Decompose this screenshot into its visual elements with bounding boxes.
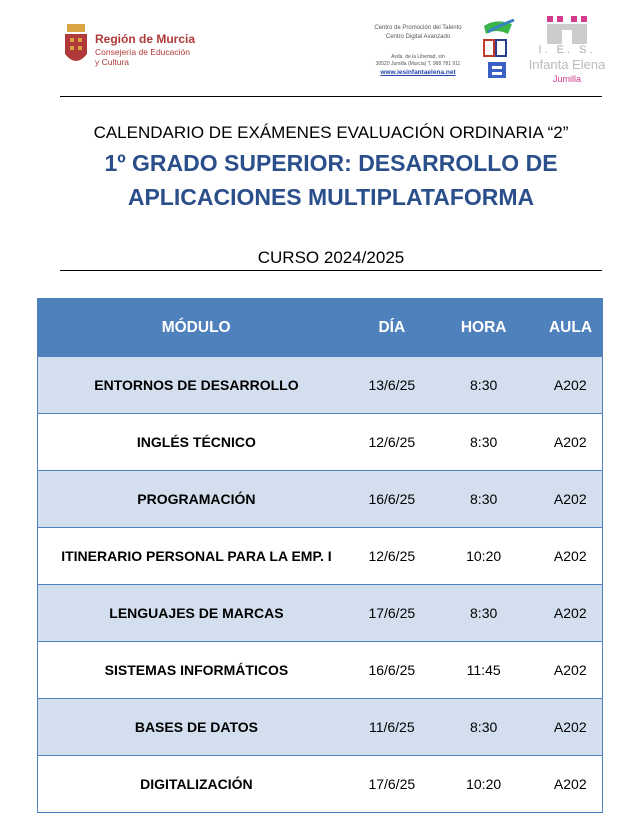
castle-icon	[545, 16, 589, 44]
page-subtitle	[60, 146, 602, 214]
table-header-row	[38, 299, 603, 357]
cell-dia: 11/6/25	[355, 699, 429, 756]
ies-infanta-elena-logo	[518, 16, 616, 86]
course-divider	[60, 270, 602, 271]
cell-dia: 16/6/25	[355, 471, 429, 528]
cell-modulo: DIGITALIZACIÓN	[38, 756, 355, 813]
cell-hora: 8:30	[429, 585, 539, 642]
table-row	[38, 585, 603, 642]
cell-hora: 10:20	[429, 756, 539, 813]
centro-address: Avda. de la Libertad, s/n 30520 Jumilla (Murcia) T. 968 781 911	[375, 54, 461, 67]
cell-hora: 8:30	[429, 414, 539, 471]
cell-aula: A202	[539, 357, 603, 414]
cell-aula: A202	[539, 471, 603, 528]
cell-aula: A202	[539, 528, 603, 585]
region-murcia-logo	[62, 22, 202, 72]
table-row	[38, 357, 603, 414]
course-label: CURSO 2024/2025	[257, 248, 405, 267]
table-row	[38, 642, 603, 699]
cell-modulo: LENGUAJES DE MARCAS	[38, 585, 355, 642]
cell-modulo: ITINERARIO PERSONAL PARA LA EMP. I	[38, 528, 355, 585]
cell-dia: 17/6/25	[355, 585, 429, 642]
centro-info	[362, 24, 474, 77]
page-header	[0, 0, 644, 96]
cell-dia: 17/6/25	[355, 756, 429, 813]
cell-dia: 16/6/25	[355, 642, 429, 699]
table-row	[38, 528, 603, 585]
cell-dia: 13/6/25	[355, 357, 429, 414]
cell-aula: A202	[539, 585, 603, 642]
cell-hora: 11:45	[429, 642, 539, 699]
cell-hora: 8:30	[429, 471, 539, 528]
header-divider	[60, 96, 602, 97]
cell-hora: 8:30	[429, 357, 539, 414]
cell-dia: 12/6/25	[355, 414, 429, 471]
cell-modulo: BASES DE DATOS	[38, 699, 355, 756]
murcia-logo-text: Región de Murcia	[95, 32, 196, 46]
murcia-logo-subtext: Consejería de Educación y Cultura	[95, 47, 190, 67]
header-aula: AULA	[539, 299, 603, 357]
table-row	[38, 471, 603, 528]
cell-modulo: PROGRAMACIÓN	[38, 471, 355, 528]
ies-name: Infanta Elena	[528, 57, 606, 72]
fp-logo-icon	[478, 18, 518, 82]
cell-aula: A202	[539, 699, 603, 756]
cell-modulo: SISTEMAS INFORMÁTICOS	[38, 642, 355, 699]
table-row	[38, 699, 603, 756]
centro-website-link[interactable]: www.iesinfantaelena.net	[380, 69, 456, 76]
header-hora: HORA	[429, 299, 539, 357]
cell-modulo: INGLÉS TÉCNICO	[38, 414, 355, 471]
header-modulo: MÓDULO	[38, 299, 355, 357]
table-row	[38, 756, 603, 813]
table-row	[38, 414, 603, 471]
cell-aula: A202	[539, 756, 603, 813]
subtitle-line-1: 1º GRADO SUPERIOR: DESARROLLO DE	[104, 150, 558, 176]
cell-aula: A202	[539, 642, 603, 699]
page-title: CALENDARIO DE EXÁMENES EVALUACIÓN ORDINARIA “2”	[93, 123, 569, 142]
cell-hora: 8:30	[429, 699, 539, 756]
cell-aula: A202	[539, 414, 603, 471]
centro-line-2: Centro Digital Avanzado	[385, 34, 451, 40]
ies-label: I. E. S.	[538, 44, 596, 56]
murcia-crest-icon	[62, 22, 90, 70]
title-block	[60, 122, 602, 214]
cell-hora: 10:20	[429, 528, 539, 585]
cell-dia: 12/6/25	[355, 528, 429, 585]
header-dia: DÍA	[355, 299, 429, 357]
exam-schedule-table	[37, 298, 603, 813]
cell-modulo: ENTORNOS DE DESARROLLO	[38, 357, 355, 414]
subtitle-line-2: APLICACIONES MULTIPLATAFORMA	[127, 184, 535, 210]
ies-town: Jumilla	[552, 74, 581, 84]
centro-line-1: Centro de Promoción del Talento	[374, 25, 462, 31]
